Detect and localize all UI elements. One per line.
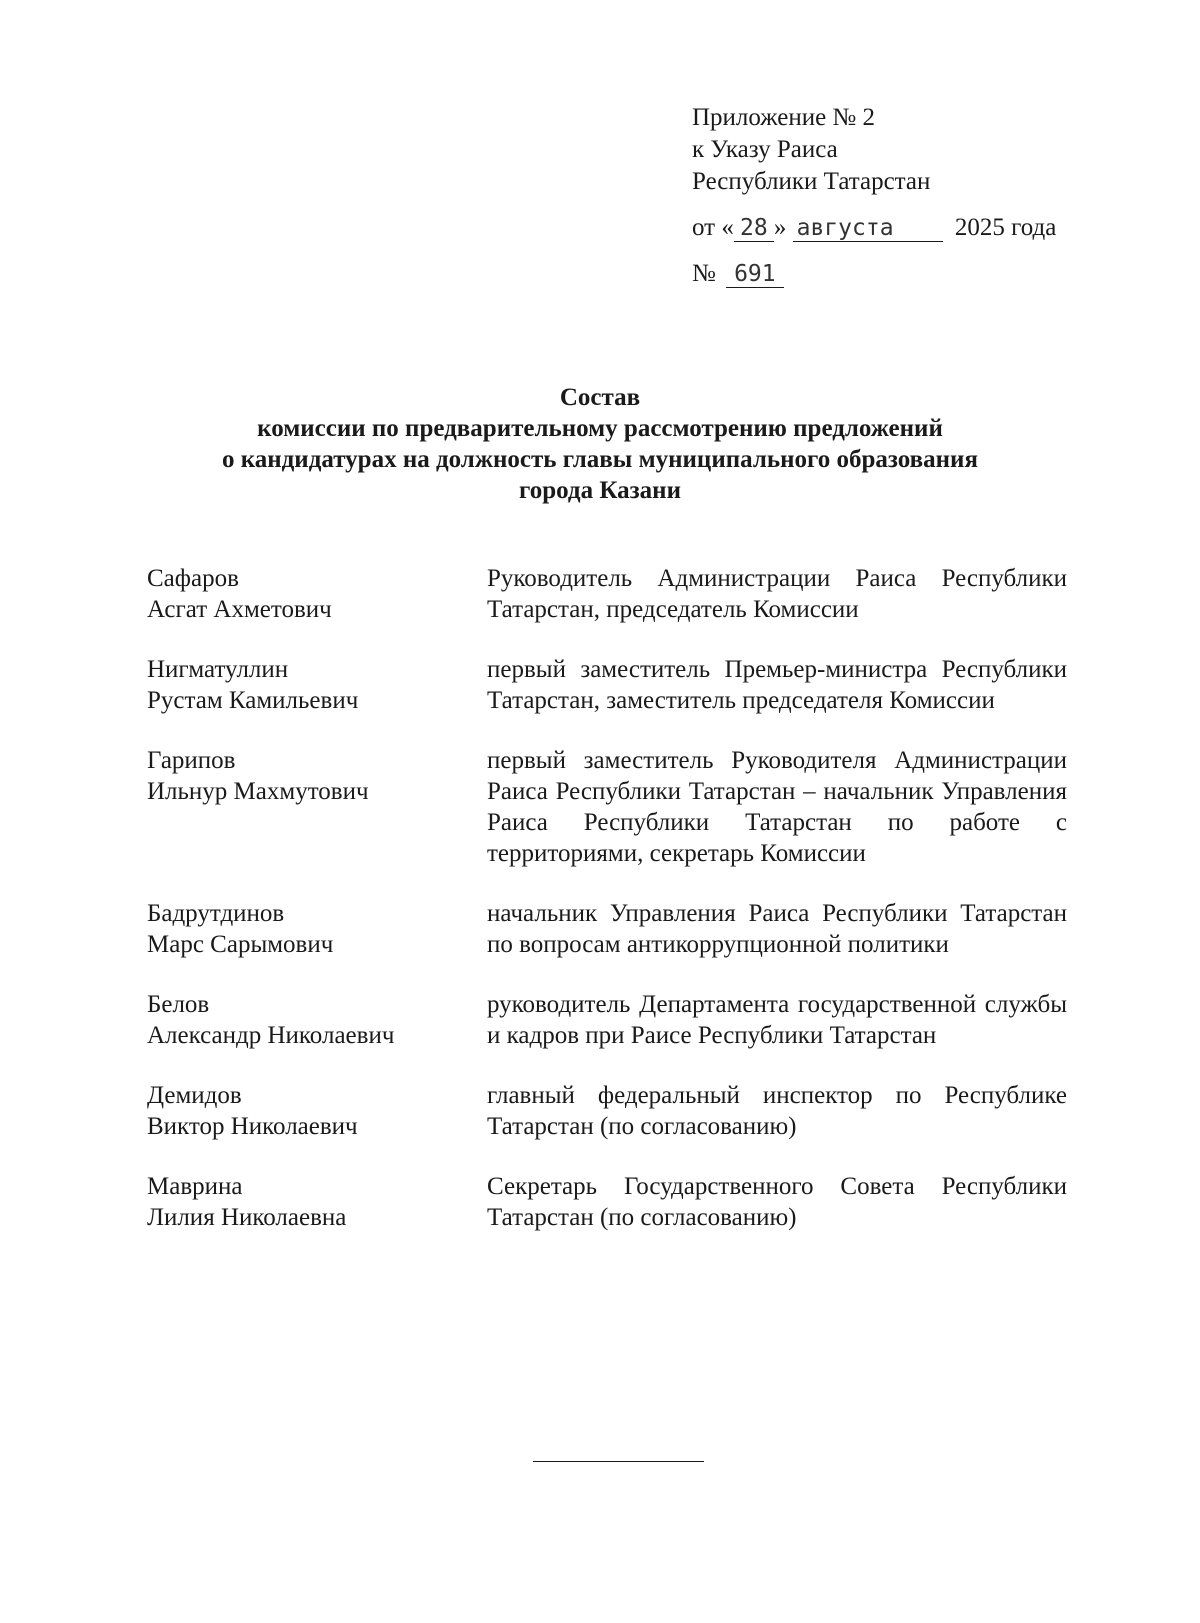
date-prefix: от « xyxy=(692,214,734,241)
member-name xyxy=(147,1171,467,1233)
appendix-block xyxy=(692,102,1056,290)
member-row xyxy=(0,1080,1200,1142)
appendix-line-3: Республики Татарстан xyxy=(692,168,931,195)
member-role: Секретарь Государственного Совета Республики Татарстан (по согласованию) xyxy=(487,1173,1067,1231)
member-surname: Сафаров xyxy=(147,565,239,592)
member-surname: Нигматуллин xyxy=(147,656,289,683)
member-row xyxy=(0,989,1200,1051)
member-surname: Бадрутдинов xyxy=(147,900,285,927)
member-role: первый заместитель Руководителя Администрации Раиса Республики Татарстан – начальник Управления Раиса Республики Татарстан по работе с территориями, секретарь Комиссии xyxy=(487,747,1067,867)
date-day-suffix: » xyxy=(773,214,787,241)
member-row xyxy=(0,745,1200,869)
document-title xyxy=(100,382,1100,506)
member-name xyxy=(147,898,467,960)
member-row xyxy=(0,898,1200,960)
member-surname: Демидов xyxy=(147,1082,242,1109)
member-surname: Маврина xyxy=(147,1173,243,1200)
member-name xyxy=(147,1080,467,1142)
member-role: Руководитель Администрации Раиса Республики Татарстан, председатель Комиссии xyxy=(487,565,1067,623)
appendix-line-1: Приложение № 2 xyxy=(692,104,876,131)
member-given-names: Асгат Ахметович xyxy=(147,596,332,623)
date-month: августа xyxy=(793,215,943,242)
member-row xyxy=(0,563,1200,625)
decree-number xyxy=(692,258,1056,290)
member-given-names: Александр Николаевич xyxy=(147,1022,395,1049)
member-given-names: Ильнур Махмутович xyxy=(147,778,369,805)
member-name xyxy=(147,989,467,1051)
member-role: первый заместитель Премьер-министра Республики Татарстан, заместитель председателя Комиссии xyxy=(487,656,1067,714)
title-line-1: комиссии по предварительному рассмотрению предложений xyxy=(257,415,943,442)
number-value: 691 xyxy=(726,261,784,288)
member-row xyxy=(0,1171,1200,1233)
member-role: руководитель Департамента государственной службы и кадров при Раисе Республики Татарстан xyxy=(487,991,1067,1049)
member-given-names: Виктор Николаевич xyxy=(147,1113,358,1140)
member-row xyxy=(0,654,1200,716)
date-day: 28 xyxy=(734,215,774,242)
member-name xyxy=(147,654,467,716)
member-name xyxy=(147,563,467,625)
member-given-names: Рустам Камильевич xyxy=(147,687,359,714)
date-year: 2025 года xyxy=(954,214,1057,241)
member-name xyxy=(147,745,467,807)
member-given-names: Марс Сарымович xyxy=(147,931,334,958)
member-surname: Гарипов xyxy=(147,747,236,774)
member-role: главный федеральный инспектор по Республике Татарстан (по согласованию) xyxy=(487,1082,1067,1140)
appendix-line-2: к Указу Раиса xyxy=(692,136,838,163)
number-prefix: № xyxy=(692,260,716,287)
title-line-2: о кандидатурах на должность главы муниципального образования xyxy=(221,446,978,473)
decree-date xyxy=(692,212,1056,244)
closing-rule xyxy=(533,1461,704,1462)
title-heading: Состав xyxy=(559,384,641,411)
title-line-3: города Казани xyxy=(519,477,681,504)
member-given-names: Лилия Николаевна xyxy=(147,1204,347,1231)
member-role: начальник Управления Раиса Республики Татарстан по вопросам антикоррупционной политики xyxy=(487,900,1067,958)
members-list xyxy=(0,563,1200,1262)
member-surname: Белов xyxy=(147,991,210,1018)
